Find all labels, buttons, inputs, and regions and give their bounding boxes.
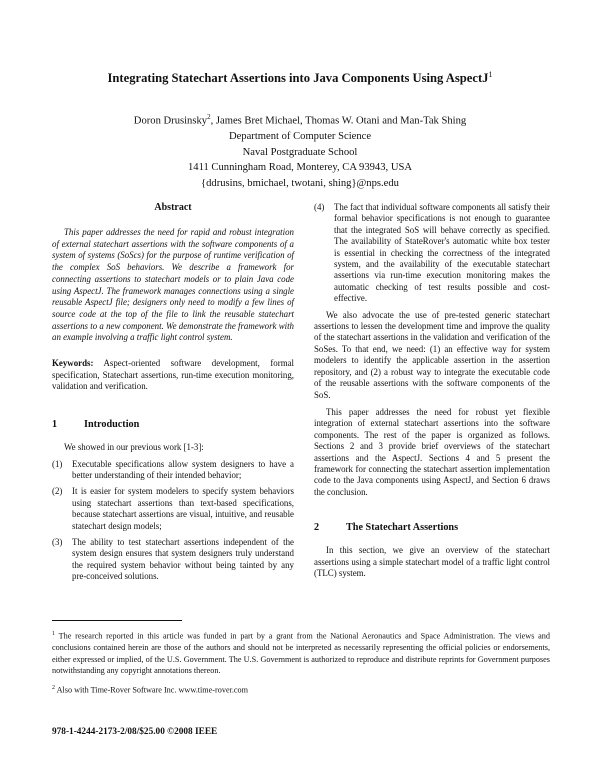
keywords-label: Keywords: [52, 358, 94, 369]
author-school: Naval Postgraduate School [242, 146, 358, 158]
author-footnote-mark: 2 [207, 113, 211, 121]
section-1-title: Introduction [84, 419, 140, 431]
section-2-heading [314, 522, 550, 533]
section-2-number: 2 [314, 522, 320, 534]
left-column [52, 202, 294, 588]
advocate-paragraph: We also advocate the use of pre-tested generic statechart assertions to lessen the development time and improve the quality of the statechart assertions in the validation and verification of the SoSes. To that end, we need: (1) an effective way for system modelers to identify the applicable assertion in the assertion repository, and (2) a robust way to integrate the executable code of the reusable assertions with the software components of the SoS. [314, 309, 550, 400]
title-footnote-mark: 1 [488, 70, 493, 79]
paper-title: Integrating Statechart Assertions into Java Components Using AspectJ$^1$ [107, 70, 493, 86]
right-column [314, 202, 550, 579]
list-item: (4) The fact that individual software components all satisfy their formal behavior specifications is not enough to guarantee that the integrated SoS will behave correctly as specified. The availability of StateRover's automatic white box tester is essential in checking the correctness of the integrated system, and the availability of the executable statechart assertions via run-time execution monitoring makes the automatic checking of test results possible and cost-effective. [314, 202, 550, 304]
author-department: Department of Computer Science [228, 131, 372, 143]
findings-list [52, 459, 294, 583]
list-item: (3) The ability to test statechart assertions independent of the system design ensures that system designers truly understand the required system behavior without being tainted by any pre-conceived solutions. [52, 536, 294, 582]
section-2-title: The Statechart Assertions [346, 522, 459, 534]
footnote-1: $^1$ The research reported in this article was funded in part by a grant from the National Aeronautics and Space Administration. The views and conclusions contained herein are those of the authors and should not be interpreted as necessarily representing the official policies or endorsements, either expressed or implied, of the U.S. Government. The U.S. Government is authorized to reproduce and distribute reprints for Government purposes notwithstanding any copyright annotations thereon. [52, 631, 550, 676]
section-1-heading [52, 419, 294, 430]
author-names: Doron Drusinsky$^2$, James Bret Michael, Thomas W. Otani and Man-Tak Shing [133, 113, 467, 127]
section-1-intro: We showed in our previous work [1-3]: [64, 442, 204, 453]
keywords [52, 358, 294, 393]
findings-list-continued [314, 202, 550, 305]
footnotes [52, 629, 550, 702]
keywords-text: Aspect-oriented software development, formal specification, Statechart assertions, run-time execution monitoring, validation and verification. [52, 358, 294, 392]
list-item: (1) Executable specifications allow system designers to have a better understanding of their intended behavior; [52, 458, 294, 480]
list-item: (2) It is easier for system modelers to specify system behaviors using statechart assertions than text-based specifications, because statechart assertions are visual, intuitive, and reusable statechart design models; [52, 486, 294, 531]
abstract-text: This paper addresses the need for rapid and robust integration of external statechart assertions with the software components of a system of systems (SoScs) for the purpose of runtime verification of the complex SoS behaviors. We describe a framework for connecting assertions to statechart models or to plain Java code using AspectJ. The framework manages connections using a single reusable AspectJ file; designers only need to modify a few lines of source code at the top of the file to link the reusable statechart assertions to a new component. We demonstrate the framework with an example involving a traffic light control system. [52, 227, 294, 343]
overview-paragraph: This paper addresses the need for robust yet flexible integration of external statechart assertions into the software components. The rest of the paper is organized as follows. Sections 2 and 3 provide brief overviews of the statechart assertions and the AspectJ. Sections 4 and 5 present the framework for connecting the statechart assertion implementation code to the Java components using AspectJ, and Section 6 draws the conclusion. [314, 406, 550, 497]
abstract-heading: Abstract [154, 202, 192, 213]
isbn-line: 978-1-4244-2173-2/08/$25.00 ©2008 IEEE [52, 727, 218, 737]
author-address: 1411 Cunningham Road, Monterey, CA 93943, USA [187, 162, 413, 174]
section-2-text: In this section, we give an overview of the statechart assertions using a simple statechart model of a traffic light control (TLC) system. [314, 545, 550, 578]
footnote-divider [52, 620, 182, 621]
footnote-2: $^2$ Also with Time-Rover Software Inc. www.time-rover.com [52, 684, 248, 695]
author-block [40, 110, 560, 192]
author-emails: {ddrusins, bmichael, twotani, shing}@nps.edu [201, 177, 399, 189]
section-1-number: 1 [52, 419, 58, 431]
